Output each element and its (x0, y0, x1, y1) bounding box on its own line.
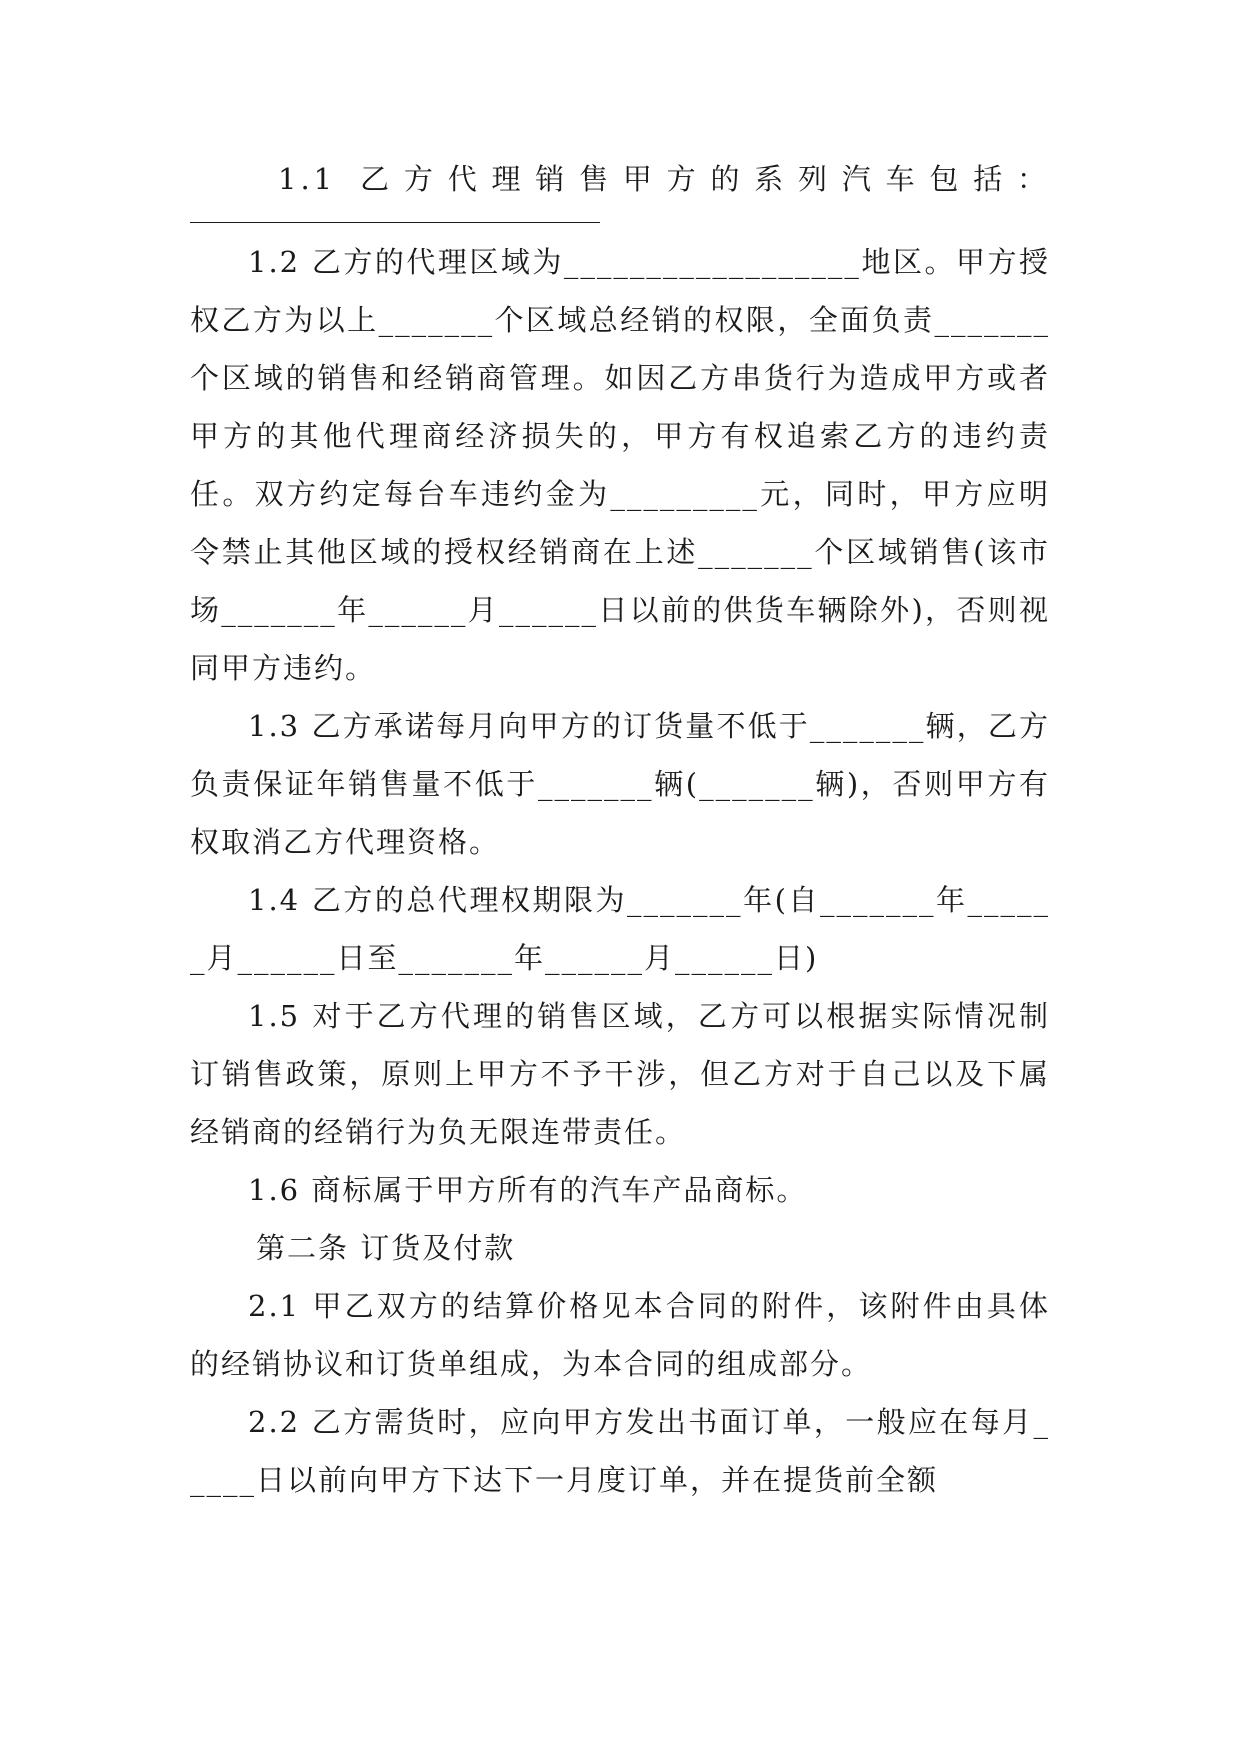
contract-page (190, 150, 1050, 1509)
clause-1-1-blank-line (190, 222, 600, 223)
clause-1-2: 1.2 乙方的代理区域为__________________地区。甲方授权乙方为以上_______个区域总经销的权限，全面负责_______个区域的销售和经销商管理。如因乙方串货行为造成甲方或者甲方的其他代理商经济损失的，甲方有权追索乙方的违约责任。双方约定每台车违约金为_________元，同时，甲方应明令禁止其他区域的授权经销商在上述_______个区域销售(该市场_______年______月______日以前的供货车辆除外)，否则视同甲方违约。 (190, 245, 1050, 685)
clause-2-1: 2.1 甲乙双方的结算价格见本合同的附件，该附件由具体的经销协议和订货单组成，为本合同的组成部分。 (190, 1289, 1050, 1381)
clause-1-5: 1.5 对于乙方代理的销售区域，乙方可以根据实际情况制订销售政策，原则上甲方不予干涉，但乙方对于自己以及下属经销商的经销行为负无限连带责任。 (190, 999, 1050, 1149)
clause-1-1 (190, 150, 1050, 208)
clause-1-4: 1.4 乙方的总代理权期限为_______年(自_______年______月______日至_______年______月______日) (190, 883, 1050, 975)
clause-1-6: 1.6 商标属于甲方所有的汽车产品商标。 (248, 1173, 808, 1207)
clause-1-1-text: 1.1 乙方代理销售甲方的系列汽车包括： (278, 162, 1050, 196)
clause-2-2: 2.2 乙方需货时，应向甲方发出书面订单，一般应在每月_____日以前向甲方下达下一月度订单，并在提货前全额 (190, 1405, 1050, 1497)
article-2-heading: 第二条 订货及付款 (256, 1231, 516, 1265)
clause-1-3: 1.3 乙方承诺每月向甲方的订货量不低于_______辆，乙方负责保证年销售量不低于_______辆(_______辆)，否则甲方有权取消乙方代理资格。 (190, 709, 1050, 859)
